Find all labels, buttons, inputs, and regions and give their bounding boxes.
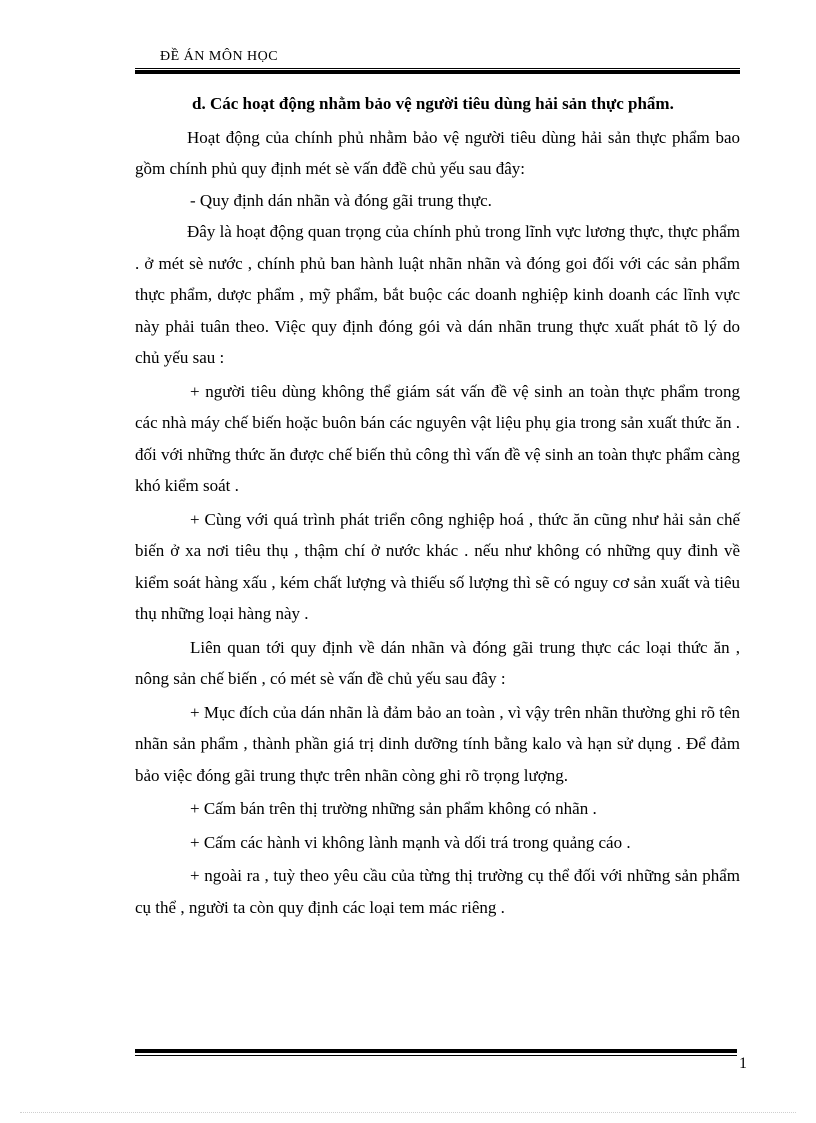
paragraph-labeling-rule: - Quy định dán nhãn và đóng gãi trung thực. xyxy=(190,190,492,210)
paragraph-related-issues: Liên quan tới quy định về dán nhãn và đóng gãi trung thực các loại thức ăn , nông sản chế biến , có mét sè vấn đề chủ yếu sau đây : xyxy=(135,637,740,688)
document-body xyxy=(135,88,740,923)
paragraph-reason-2: + Cùng với quá trình phát triển công nghiệp hoá , thức ăn cũng như hải sản chế biến ở xa nơi tiêu thụ , thậm chí ở nước khác . nếu như không có những quy đinh về kiểm soát hàng xấu , kém chất lượng và thiếu số lượng thì sẽ có nguy cơ sản xuất và tiêu thụ những loại hàng này . xyxy=(135,509,740,623)
paragraph-label-purpose: + Mục đích của dán nhãn là đảm bảo an toàn , vì vậy trên nhãn thường ghi rõ tên nhãn sản phẩm , thành phần giá trị dinh dưỡng tính bằng kalo và hạn sử dụng . Để đảm bảo việc đóng gãi trung thực trên nhãn còng ghi rõ trọng lượng. xyxy=(135,702,740,785)
footer-rule-thick xyxy=(135,1049,737,1053)
section-heading: d. Các hoạt động nhằm bảo vệ người tiêu dùng hải sản thực phẩm. xyxy=(192,94,674,113)
page-number: 1 xyxy=(739,1055,747,1072)
page-bottom-border xyxy=(20,1112,796,1113)
paragraph-intro: Hoạt động của chính phủ nhằm bảo vệ người tiêu dùng hải sản thực phẩm bao gồm chính phủ quy định mét sè vấn đđề chủ yếu sau đây: xyxy=(135,127,740,178)
paragraph-reason-1: + người tiêu dùng không thể giám sát vấn đề vệ sinh an toàn thực phẩm trong các nhà máy chế biến hoặc buôn bán các nguyên vật liệu phụ gia trong sản xuất thức ăn . đối với những thức ăn được chế biến thủ công thì vấn đề vệ sinh an toàn thực phẩm càng khó kiểm soát . xyxy=(135,381,740,495)
header-title: ĐỀ ÁN MÔN HỌC xyxy=(160,49,279,64)
header-rule-thick xyxy=(135,70,740,74)
paragraph-government-activity: Đây là hoạt động quan trọng của chính phủ trong lĩnh vực lương thực, thực phẩm . ở mét sè nước , chính phủ ban hành luật nhãn nhãn và đóng goi đối với các sản phẩm thực phẩm, dược phẩm , mỹ phẩm, bắt buộc các doanh nghiệp kinh doanh các lĩnh vực này phải tuân theo. Việc quy định đóng gói và dán nhãn trung thực xuất phát tõ lý do chủ yếu sau : xyxy=(135,222,740,367)
footer-rule-thin xyxy=(135,1055,737,1056)
paragraph-other-stamps: + ngoài ra , tuỳ theo yêu cầu của từng thị trường cụ thể đối với những sản phẩm cụ thể , người ta còn quy định các loại tem mác riêng . xyxy=(135,866,740,917)
paragraph-ban-misleading: + Cấm các hành vi không lành mạnh và dối trá trong quảng cáo . xyxy=(190,832,631,852)
header-rule-thin xyxy=(135,68,740,69)
paragraph-ban-unlabeled: + Cấm bán trên thị trường những sản phẩm không có nhãn . xyxy=(190,799,597,818)
